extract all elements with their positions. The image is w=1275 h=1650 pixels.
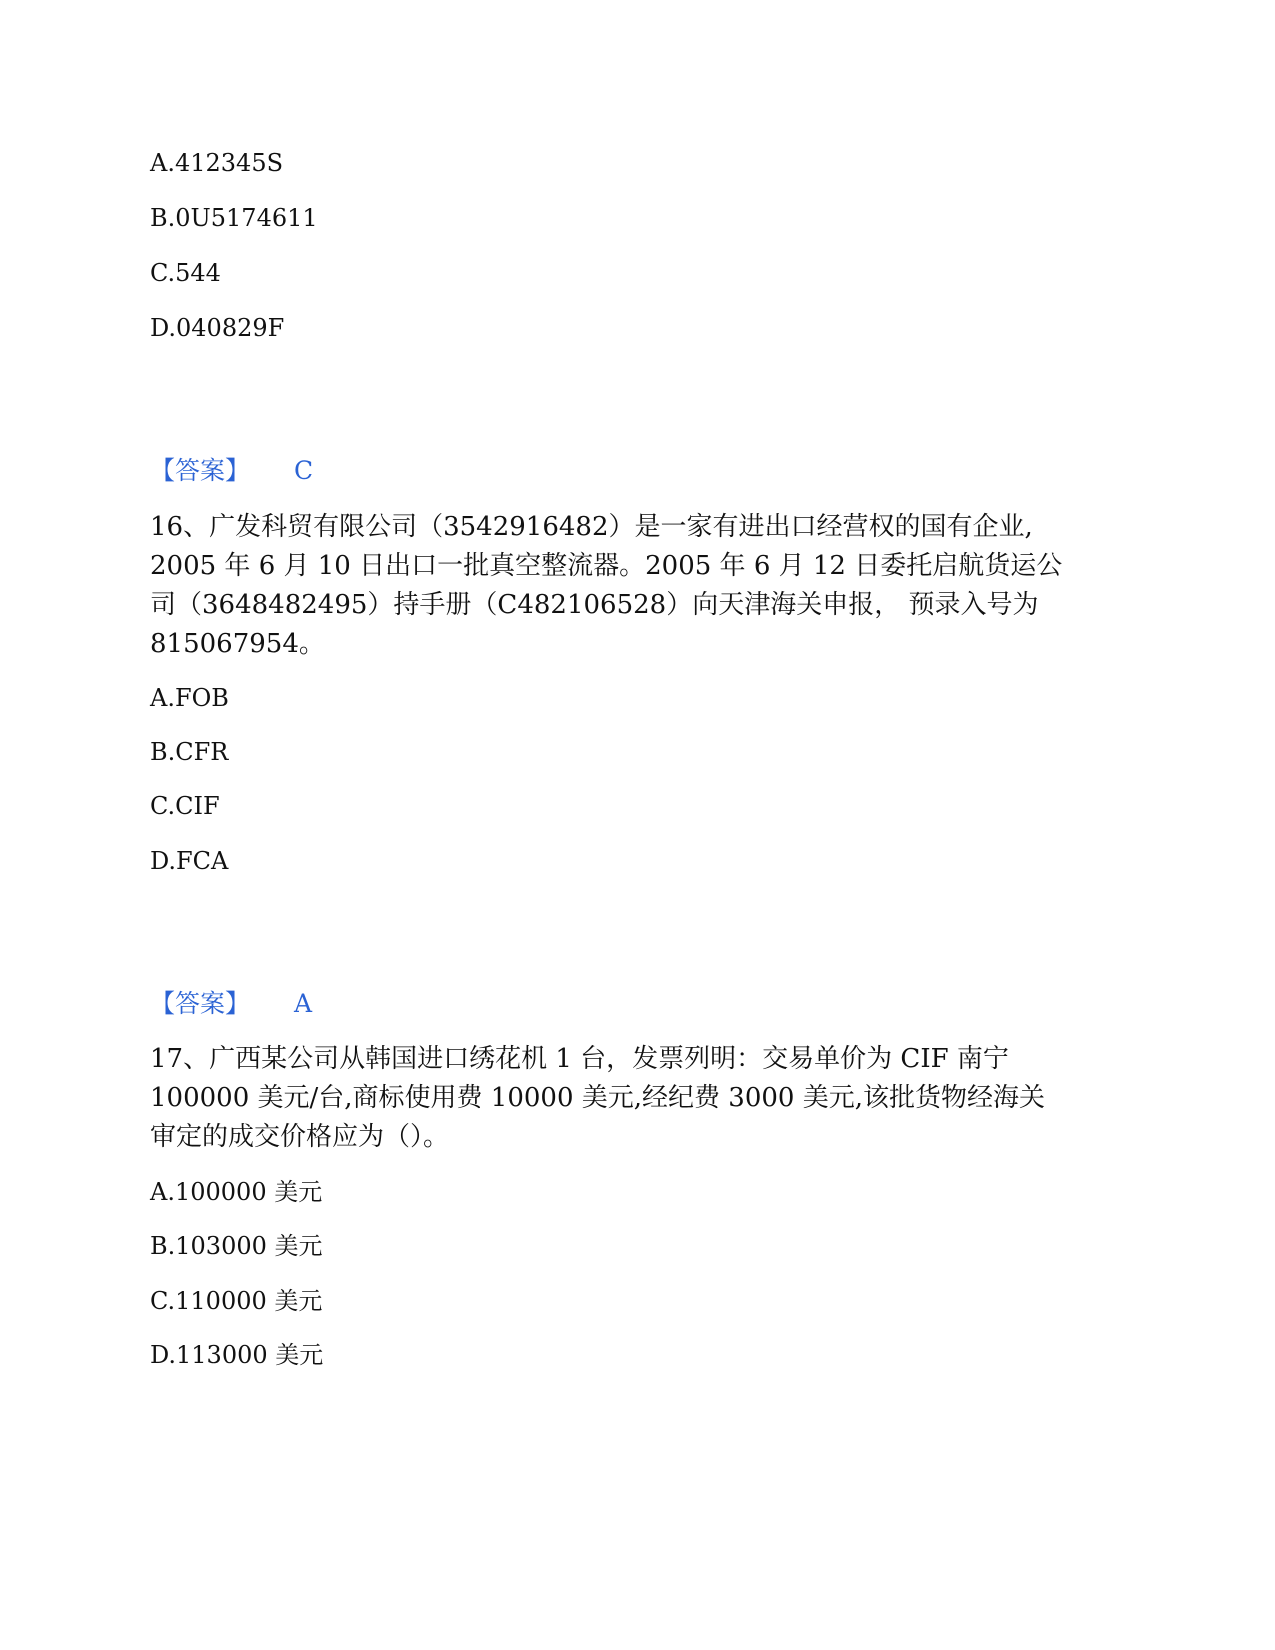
option-text: 100000 美元 xyxy=(174,1178,323,1206)
option-letter: B. xyxy=(150,738,176,766)
option-text: FCA xyxy=(176,847,229,875)
q17-stem-line: 100000 美元/台,商标使用费 10000 美元,经纪费 3000 美元,该批货物经海关 xyxy=(150,1083,1046,1113)
option-text: 412345S xyxy=(174,149,284,177)
option-letter: D. xyxy=(150,314,177,342)
q17-option-b xyxy=(150,1231,323,1261)
option-text: CFR xyxy=(175,738,229,766)
q16-stem-line: 815067954。 xyxy=(150,629,325,659)
option-letter: A. xyxy=(150,149,175,177)
q15-option-b xyxy=(150,203,318,233)
option-text: 113000 美元 xyxy=(176,1341,324,1369)
q16-option-b xyxy=(150,737,228,767)
option-text: CIF xyxy=(175,792,220,820)
answer-value: C xyxy=(294,456,314,485)
q17-stem xyxy=(150,1040,1110,1157)
q16-stem-line: 16、广发科贸有限公司（3542916482）是一家有进出口经营权的国有企业, xyxy=(150,512,1033,542)
option-text: FOB xyxy=(174,684,229,712)
q15-option-d xyxy=(150,313,284,343)
option-text: 0U5174611 xyxy=(175,204,318,232)
q17-stem-line: 审定的成交价格应为（）。 xyxy=(150,1122,450,1152)
q16-stem-line: 司（3648482495）持手册（C482106528）向天津海关申报， 预录入号为 xyxy=(150,590,1039,620)
q15-option-a xyxy=(150,148,283,178)
option-letter: B. xyxy=(150,204,176,232)
q16-option-a xyxy=(150,683,229,713)
q16-option-c xyxy=(150,791,220,821)
option-letter: C. xyxy=(150,1287,176,1315)
q16-stem xyxy=(150,508,1110,664)
option-letter: D. xyxy=(150,847,177,875)
q16-option-d xyxy=(150,846,228,876)
q15-option-c xyxy=(150,258,221,288)
option-text: 110000 美元 xyxy=(175,1287,323,1315)
q16-answer xyxy=(150,989,312,1019)
q17-option-d xyxy=(150,1340,323,1370)
option-letter: C. xyxy=(150,259,176,287)
answer-label: 【答案】 xyxy=(150,456,251,485)
q17-stem-line: 17、广西某公司从韩国进口绣花机 1 台，发票列明：交易单价为 CIF 南宁 xyxy=(150,1044,1009,1074)
q15-answer xyxy=(150,456,313,486)
option-letter: A. xyxy=(150,1178,175,1206)
q17-option-c xyxy=(150,1286,322,1316)
option-letter: B. xyxy=(150,1232,176,1260)
q17-option-a xyxy=(150,1177,322,1207)
option-text: 040829F xyxy=(176,314,285,342)
answer-value: A xyxy=(294,989,313,1018)
option-letter: D. xyxy=(150,1341,177,1369)
option-text: 103000 美元 xyxy=(175,1232,323,1260)
option-letter: A. xyxy=(150,684,175,712)
answer-label: 【答案】 xyxy=(150,989,251,1018)
option-text: 544 xyxy=(175,259,221,287)
q16-stem-line: 2005 年 6 月 10 日出口一批真空整流器。2005 年 6 月 12 日委托启航货运公 xyxy=(150,551,1063,581)
option-letter: C. xyxy=(150,792,176,820)
